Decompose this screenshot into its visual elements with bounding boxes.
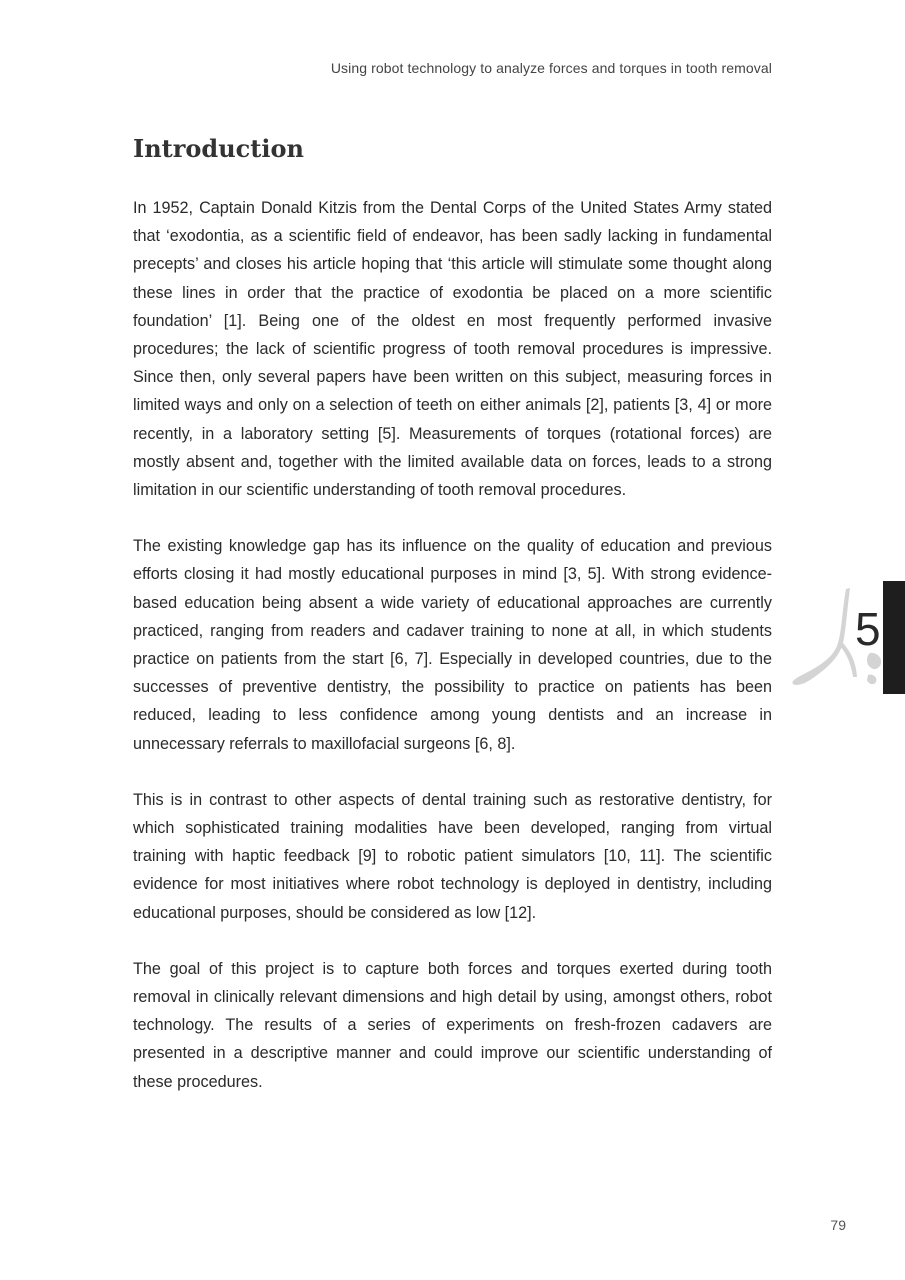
paragraph: The existing knowledge gap has its influence on the quality of education and previous efforts closing it had mostly educational purposes in mind [3, 5]. With strong evidence-based education being absent a wide variety of educational approaches are currently practiced, ranging from readers and cadaver training to none at all, in which students practice on patients from the start [6, 7]. Especially in developed countries, due to the successes of preventive dentistry, the possibility to practice on patients has been reduced, leading to less confidence among young dentists and an increase in unnecessary referrals to maxillofacial surgeons [6, 8]. [133,537,772,753]
paragraph: The goal of this project is to capture both forces and torques exerted during tooth removal in clinically relevant dimensions and high detail by using, amongst others, robot technology. The results of a series of experiments on fresh-frozen cadavers are presented in a descriptive manner and could improve our scientific understanding of these procedures. [133,959,772,1091]
page-number: 79 [830,1217,846,1233]
section-title: Introduction [133,134,304,163]
chapter-tab [883,581,905,694]
paragraph: This is in contrast to other aspects of dental training such as restorative dentistry, for which sophisticated training modalities have been developed, ranging from virtual training with haptic feedback [9] to robotic patient simulators [10, 11]. The scientific evidence for most initiatives where robot technology is deployed in dentistry, including educational purposes, should be considered as low [12]. [133,790,772,922]
body-text [133,194,772,1124]
chapter-number: 5 [855,603,881,655]
paragraph: In 1952, Captain Donald Kitzis from the Dental Corps of the United States Army stated that ‘exodontia, as a scientific field of endeavor, has been sadly lacking in fundamental precepts’ and closes his article hoping that ‘this article will stimulate some thought along these lines in order that the practice of exodontia be placed on a more scientific foundation’ [1]. Being one of the oldest en most frequently performed invasive procedures; the lack of scientific progress of tooth removal procedures is impressive. Since then, only several papers have been written on this subject, measuring forces in limited ways and only on a selection of teeth on either animals [2], patients [3, 4] or more recently, in a laboratory setting [5]. Measurements of torques (rotational forces) are mostly absent and, together with the limited available data on forces, leads to a strong limitation in our scientific understanding of tooth removal procedures. [133,199,772,500]
running-header: Using robot technology to analyze forces and torques in tooth removal [330,60,772,76]
